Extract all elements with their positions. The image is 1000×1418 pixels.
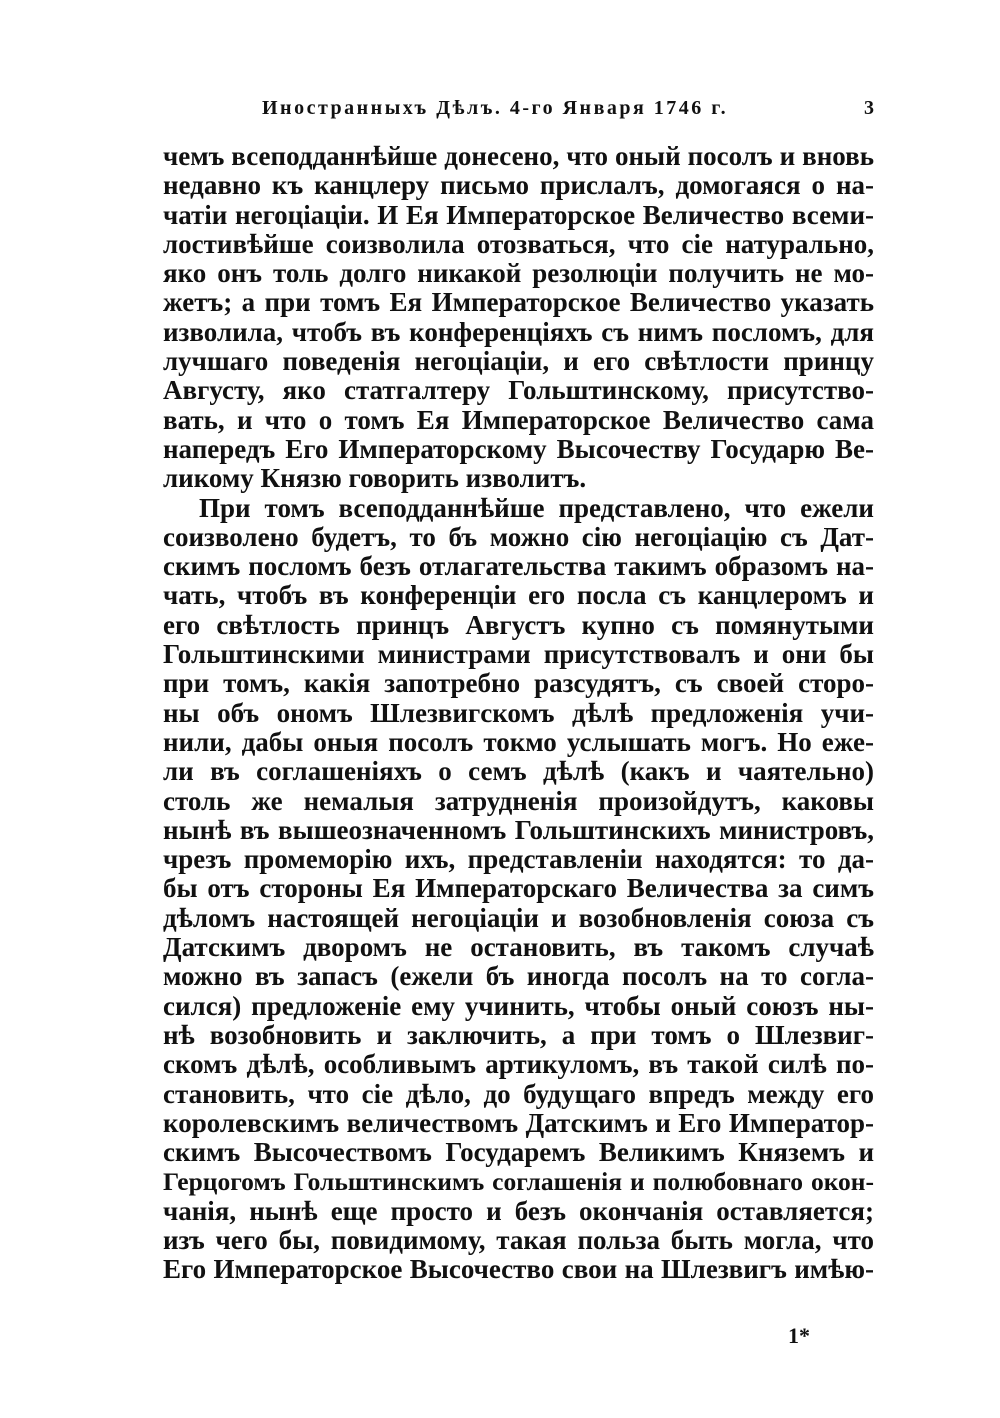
page-number: 3 <box>864 97 874 119</box>
text-line: дѣломъ настоящей негоціаціи и возобновленія союза съ <box>163 902 874 933</box>
text-line: сился) предложеніе ему учинить, чтобы оный союзъ ны- <box>163 990 874 1021</box>
text-line: Датскимъ дворомъ не остановить, въ такомъ случаѣ <box>163 932 874 963</box>
text-line: изволила, чтобъ въ конференціяхъ съ нимъ посломъ, для <box>163 316 874 347</box>
text-line: напередъ Его Императорскому Высочеству Государю Ве- <box>163 433 874 464</box>
text-line: вать, и что о томъ Ея Императорское Величество сама <box>163 404 874 435</box>
text-line: Его Императорское Высочество свои на Шлезвигъ имѣю- <box>163 1254 874 1285</box>
text-line: жетъ; а при томъ Ея Императорское Величество указать <box>163 287 874 318</box>
text-line: ли въ соглашеніяхъ о семъ дѣлѣ (какъ и чаятельно) <box>163 756 874 787</box>
signature-mark: 1* <box>788 1323 810 1348</box>
text-line: недавно къ канцлеру письмо прислалъ, домогаяся о на- <box>163 170 874 201</box>
text-line: изъ чего бы, повидимому, такая польза быть могла, что <box>163 1224 874 1255</box>
text-line: соизволено будетъ, то бъ можно сію негоціацію съ Дат- <box>163 521 874 552</box>
text-line: чатіи негоціаціи. И Ея Императорское Величество всеми- <box>163 199 874 230</box>
text-line: нѣ возобновить и заключить, а при томъ о Шлезвиг- <box>163 1019 874 1050</box>
text-line: королевскимъ величествомъ Датскимъ и Его Император- <box>163 1107 874 1138</box>
text-line: нынѣ въ вышеозначенномъ Гольштинскихъ министровъ, <box>163 814 874 845</box>
text-line: чемъ всеподданнѣйше донесено, что оный посолъ и вновь <box>163 141 874 171</box>
text-line: при томъ, какія запотребно разсудятъ, съ своей сторо- <box>163 668 874 699</box>
text-line: ны объ ономъ Шлезвигскомъ дѣлѣ предложенія учи- <box>163 697 874 728</box>
text-line: становить, что сіе дѣло, до будущаго впредъ между его <box>163 1078 874 1109</box>
text-line: скомъ дѣлѣ, особливымъ артикуломъ, въ такой силѣ по- <box>163 1049 874 1080</box>
running-header <box>262 97 874 127</box>
text-line: можно въ запасъ (ежели бъ иногда посолъ на то согла- <box>163 961 874 992</box>
paragraph <box>163 142 874 494</box>
text-line: чать, чтобъ въ конференціи его посла съ канцлеромъ и <box>163 580 874 611</box>
text-line: бы отъ стороны Ея Императорскаго Величества за симъ <box>163 873 874 904</box>
text-line: лостивѣйше соизволила отозваться, что сіе натурально, <box>163 228 874 259</box>
text-line: лучшаго поведенія негоціаціи, и его свѣтлости принцу <box>163 346 874 377</box>
text-line: яко онъ толь долго никакой резолюціи получить не мо- <box>163 258 874 289</box>
text-line: скимъ Высочествомъ Государемъ Великимъ Княземъ и <box>163 1137 874 1168</box>
text-line: ликому Князю говорить изволитъ. <box>163 463 587 494</box>
body-text <box>163 142 874 1285</box>
text-line: скимъ посломъ безъ отлагательства такимъ образомъ на- <box>163 551 874 582</box>
text-line: чанія, нынѣ еще просто и безъ окончанія оставляется; <box>163 1195 874 1226</box>
text-line: Герцогомъ Гольштинскимъ соглашенія и полюбовнаго окон- <box>163 1167 874 1197</box>
text-line: нили, дабы оныя посолъ токмо услышать могъ. Но еже- <box>163 726 874 757</box>
text-line: При томъ всеподданнѣйше представлено, что ежели <box>199 492 874 523</box>
running-title: Иностранныхъ Дѣлъ. 4-го Января 1746 г. <box>262 97 729 119</box>
text-line: его свѣтлость принцъ Августъ купно съ помянутыми <box>163 609 874 640</box>
text-line: столь же немалыя затрудненія произойдутъ, каковы <box>163 785 874 816</box>
text-line: Гольштинскими министрами присутствовалъ и они бы <box>163 639 874 670</box>
text-line: чрезъ промеморію ихъ, представленіи находятся: то да- <box>163 844 874 875</box>
paragraph <box>163 494 874 1285</box>
text-line: Августу, яко статгалтеру Гольштинскому, присутство- <box>163 375 874 406</box>
